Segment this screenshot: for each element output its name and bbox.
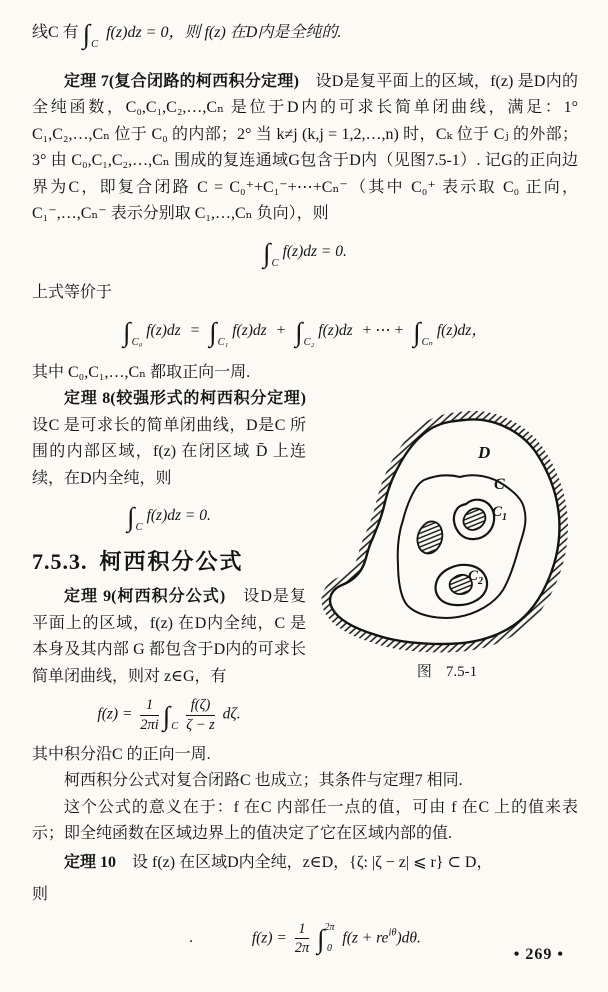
integral-subscript: C₁ bbox=[217, 336, 229, 348]
integral-subscript: C₀ bbox=[131, 336, 143, 348]
integral-sign: ∫ bbox=[209, 316, 217, 347]
theorem7-paragraph bbox=[32, 69, 578, 228]
integral-sign: ∫ bbox=[123, 316, 131, 347]
equiv-intro-line: 上式等价于 bbox=[32, 284, 113, 302]
term-body: f(z)dz， bbox=[436, 321, 487, 339]
theorem10-body: 设 f(z) 在区域D内全纯，z∈D，{ζ: |ζ − z| ⩽ r} ⊂ D， bbox=[116, 853, 493, 871]
integral-upper-limit: 2π bbox=[324, 921, 335, 933]
region-d-outline bbox=[330, 419, 559, 644]
theorem10-paragraph bbox=[32, 850, 578, 877]
formula-body: f(z)dz = 0. bbox=[146, 507, 211, 524]
integral-subscript: C bbox=[91, 39, 99, 50]
integral-subscript: C bbox=[171, 720, 179, 732]
figure-drawing bbox=[316, 392, 578, 660]
integral-sign: ∫ bbox=[162, 700, 171, 731]
section-number: 7.5.3. bbox=[32, 548, 88, 574]
integral-subscript: C bbox=[135, 522, 143, 533]
formula-body: f(z)dz = 0. bbox=[282, 242, 347, 260]
theorem7-label: 定理 7(复合闭路的柯西积分定理) bbox=[64, 72, 299, 90]
spacer bbox=[32, 59, 578, 69]
term-body: f(z)dz bbox=[232, 321, 267, 339]
formula-mean-value bbox=[32, 921, 578, 957]
label-curve-c1: $C_1$ bbox=[492, 504, 508, 523]
intro-post: f(z)dz = 0，则 f(z) 在D内是全纯的. bbox=[106, 24, 342, 41]
page-number: • 269 • bbox=[513, 946, 564, 963]
integral-sign: ∫ bbox=[295, 316, 303, 347]
figure-caption-label: 图 bbox=[416, 664, 432, 680]
after-cauchy-note: 其中积分沿C 的正向一周. bbox=[32, 745, 211, 763]
formula-lhs: f(z) = bbox=[97, 705, 133, 723]
stray-dot: . bbox=[189, 929, 193, 947]
figure-7-5-1 bbox=[316, 392, 578, 681]
formula-cauchy-integral bbox=[32, 697, 578, 733]
theorem10-label: 定理 10 bbox=[64, 853, 117, 871]
integral-sign: ∫ bbox=[127, 502, 135, 532]
fraction-1-over-2pi: $\frac{1}{2\pi}$ bbox=[294, 920, 310, 957]
formula-body-post: )dθ. bbox=[396, 929, 421, 947]
positive-direction-note: 其中 C₀,C₁,…,Cₙ 都取正向一周. bbox=[32, 363, 251, 381]
integral-lower-limit: 0 bbox=[327, 943, 332, 955]
formula-integral-zero-1 bbox=[32, 237, 578, 271]
integral-subscript: Cₙ bbox=[421, 336, 433, 348]
exponent: iθ bbox=[388, 927, 397, 939]
fraction-fzeta: $\frac{f(\zeta)}{\zeta - z}$ bbox=[186, 697, 215, 733]
formula-lhs: f(z) = bbox=[251, 929, 287, 947]
label-region-d: D bbox=[478, 443, 491, 462]
integral-sign: ∫ bbox=[82, 19, 91, 49]
theorem7-body: 设D是复平面上的区域，f(z) 是D内的全纯函数，C₀,C₁,C₂,…,Cₙ 是位于D内的可求长简单闭曲线，满足：1° C₁,C₂,…,Cₙ 位于 C₀ 的内部；2° 当 k≠j (k,j = 1,2,…,n) 时，Cₖ 位于 Cⱼ 的外部；3° 由 C₀,C₁,C₂,…,Cₙ 围成的复连通域G包含于D内（见图7.5-1）. 记G的正向边界为C，即复合闭路 C = C₀⁺+C₁⁻+⋯+Cₙ⁻（其中 C₀⁺ 表示取 C₀ 正向，C₁⁻,…,Cₙ⁻ 表示分别取 C₁,…,Cₙ 负向），则 bbox=[32, 72, 578, 222]
formula-body-pre: f(z + re bbox=[342, 929, 389, 947]
label-curve-c: C bbox=[494, 476, 505, 493]
integral-sign: ∫ bbox=[263, 237, 271, 268]
integral-subscript: C bbox=[271, 257, 279, 269]
compound-path-note: 柯西积分公式对复合闭路C 也成立；其条件与定理7 相同. bbox=[64, 772, 463, 790]
intro-pre: 线C 有 bbox=[32, 24, 79, 41]
meaning-paragraph: 这个公式的意义在于：f 在C 内部任一点的值，可由 f 在C 上的值来表示；即全纯函数在区域边界上的值决定了它在区域内部的值. bbox=[32, 798, 578, 843]
figure-caption bbox=[316, 660, 578, 681]
plus-ellipsis: + ⋯ + bbox=[362, 321, 404, 339]
plus-sign: + bbox=[276, 321, 286, 339]
term-body: f(z)dz bbox=[146, 321, 181, 339]
section-title: 柯西积分公式 bbox=[99, 548, 244, 574]
integral-sign: ∫ bbox=[413, 316, 421, 347]
theorem8-body: 设C 是可求长的简单闭曲线，D是C 所围的内部区域，f(z) 在闭区域 D̄ 上连续，在D内全纯，则 bbox=[32, 416, 306, 487]
term-body: f(z)dz bbox=[318, 321, 353, 339]
equals-sign: = bbox=[190, 321, 200, 339]
fraction-1-over-2pii: $\frac{1}{2\pi i}$ bbox=[140, 697, 159, 733]
theorem9-body: 设D是复平面上的区域，f(z) 在D内全纯，C 是本身及其内部 G 都包含于D内的可求长简单闭曲线，则对 z∈G，有 bbox=[32, 588, 306, 685]
then-line: 则 bbox=[32, 886, 49, 904]
figure-caption-number: 7.5-1 bbox=[445, 664, 478, 680]
theorem8-label: 定理 8(较强形式的柯西积分定理) bbox=[64, 390, 306, 407]
integral-sign: ∫ bbox=[317, 924, 325, 955]
label-curve-c2: $C_2$ bbox=[468, 568, 484, 587]
intro-line bbox=[32, 20, 578, 59]
formula-equivalence bbox=[32, 316, 578, 350]
integral-limits bbox=[325, 922, 335, 956]
theorem9-label: 定理 9(柯西积分公式) bbox=[64, 588, 226, 606]
integral-subscript: C₂ bbox=[303, 336, 315, 348]
formula-tail: dζ. bbox=[222, 705, 241, 723]
